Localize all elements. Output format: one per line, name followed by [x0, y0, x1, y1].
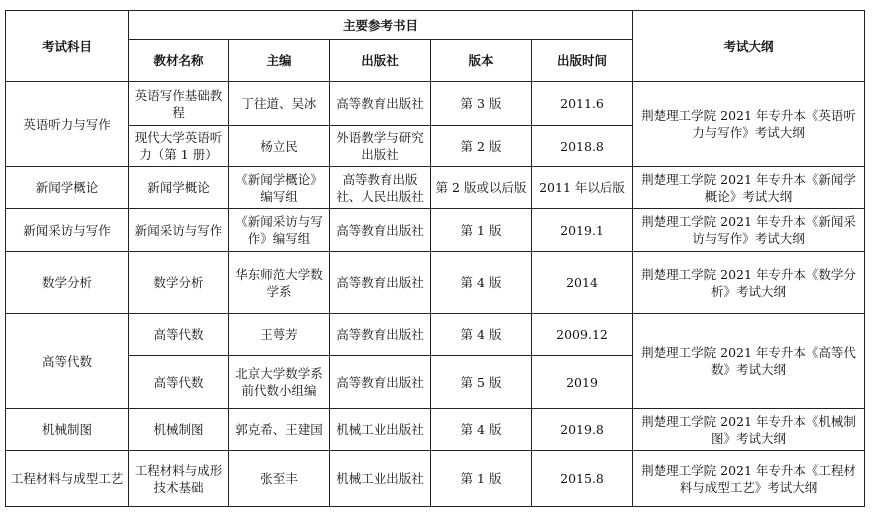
- pub-time-cell: 2019: [532, 356, 633, 409]
- book-title-cell: 新闻学概论: [129, 167, 229, 209]
- edition-cell: 第 5 版: [431, 356, 532, 409]
- subject-cell: 数学分析: [6, 252, 129, 314]
- table-row: [6, 82, 865, 126]
- publisher-cell: 高等教育出版社: [330, 209, 431, 252]
- edition-cell: 第 2 版或以后版: [431, 167, 532, 209]
- pub-time-cell: 2019.8: [532, 409, 633, 451]
- header-book-title: 教材名称: [129, 40, 229, 82]
- pub-time-cell: 2019.1: [532, 209, 633, 252]
- editor-cell: 王萼芳: [229, 314, 330, 356]
- editor-cell: 华东师范大学数学系: [229, 252, 330, 314]
- book-title-cell: 高等代数: [129, 314, 229, 356]
- outline-cell: 荆楚理工学院 2021 年专升本《新闻学概论》考试大纲: [633, 167, 865, 209]
- editor-cell: 郭克希、王建国: [229, 409, 330, 451]
- editor-cell: 《新闻学概论》编写组: [229, 167, 330, 209]
- editor-cell: 杨立民: [229, 126, 330, 167]
- pub-time-cell: 2018.8: [532, 126, 633, 167]
- editor-cell: 丁往道、吴冰: [229, 82, 330, 126]
- edition-cell: 第 3 版: [431, 82, 532, 126]
- header-pub-time: 出版时间: [532, 40, 633, 82]
- table-row: [6, 451, 865, 507]
- pub-time-cell: 2011 年以后版: [532, 167, 633, 209]
- book-title-cell: 现代大学英语听力（第 1 册）: [129, 126, 229, 167]
- publisher-cell: 高等教育出版社: [330, 82, 431, 126]
- pub-time-cell: 2015.8: [532, 451, 633, 507]
- outline-cell: 荆楚理工学院 2021 年专升本《高等代数》考试大纲: [633, 314, 865, 409]
- edition-cell: 第 1 版: [431, 209, 532, 252]
- table-row: [6, 167, 865, 209]
- subject-cell: 新闻学概论: [6, 167, 129, 209]
- book-title-cell: 高等代数: [129, 356, 229, 409]
- publisher-cell: 高等教育出版社: [330, 252, 431, 314]
- subject-cell: 工程材料与成型工艺: [6, 451, 129, 507]
- edition-cell: 第 2 版: [431, 126, 532, 167]
- edition-cell: 第 1 版: [431, 451, 532, 507]
- book-title-cell: 英语写作基础教程: [129, 82, 229, 126]
- header-editor: 主编: [229, 40, 330, 82]
- outline-cell: 荆楚理工学院 2021 年专升本《工程材料与成型工艺》考试大纲: [633, 451, 865, 507]
- publisher-cell: 外语教学与研究出版社: [330, 126, 431, 167]
- header-subject: 考试科目: [6, 11, 129, 82]
- outline-cell: 荆楚理工学院 2021 年专升本《机械制图》考试大纲: [633, 409, 865, 451]
- table-row: [6, 209, 865, 252]
- outline-cell: 荆楚理工学院 2021 年专升本《新闻采访与写作》考试大纲: [633, 209, 865, 252]
- publisher-cell: 高等教育出版社、人民出版社: [330, 167, 431, 209]
- pub-time-cell: 2009.12: [532, 314, 633, 356]
- subject-cell: 英语听力与写作: [6, 82, 129, 167]
- edition-cell: 第 4 版: [431, 252, 532, 314]
- editor-cell: 《新闻采访与写作》编写组: [229, 209, 330, 252]
- header-edition: 版本: [431, 40, 532, 82]
- table-row: [6, 314, 865, 356]
- edition-cell: 第 4 版: [431, 409, 532, 451]
- reference-table: [5, 10, 865, 507]
- subject-cell: 机械制图: [6, 409, 129, 451]
- editor-cell: 张至丰: [229, 451, 330, 507]
- publisher-cell: 高等教育出版社: [330, 356, 431, 409]
- pub-time-cell: 2011.6: [532, 82, 633, 126]
- table-row: [6, 252, 865, 314]
- outline-cell: 荆楚理工学院 2021 年专升本《数学分析》考试大纲: [633, 252, 865, 314]
- publisher-cell: 高等教育出版社: [330, 314, 431, 356]
- edition-cell: 第 4 版: [431, 314, 532, 356]
- header-publisher: 出版社: [330, 40, 431, 82]
- publisher-cell: 机械工业出版社: [330, 409, 431, 451]
- subject-cell: 新闻采访与写作: [6, 209, 129, 252]
- book-title-cell: 新闻采访与写作: [129, 209, 229, 252]
- book-title-cell: 数学分析: [129, 252, 229, 314]
- subject-cell: 高等代数: [6, 314, 129, 409]
- book-title-cell: 机械制图: [129, 409, 229, 451]
- editor-cell: 北京大学数学系前代数小组编: [229, 356, 330, 409]
- pub-time-cell: 2014: [532, 252, 633, 314]
- outline-cell: 荆楚理工学院 2021 年专升本《英语听力与写作》考试大纲: [633, 82, 865, 167]
- header-main-books: 主要参考书目: [129, 11, 633, 40]
- header-outline: 考试大纲: [633, 11, 865, 82]
- publisher-cell: 机械工业出版社: [330, 451, 431, 507]
- table-row: [6, 409, 865, 451]
- book-title-cell: 工程材料与成形技术基础: [129, 451, 229, 507]
